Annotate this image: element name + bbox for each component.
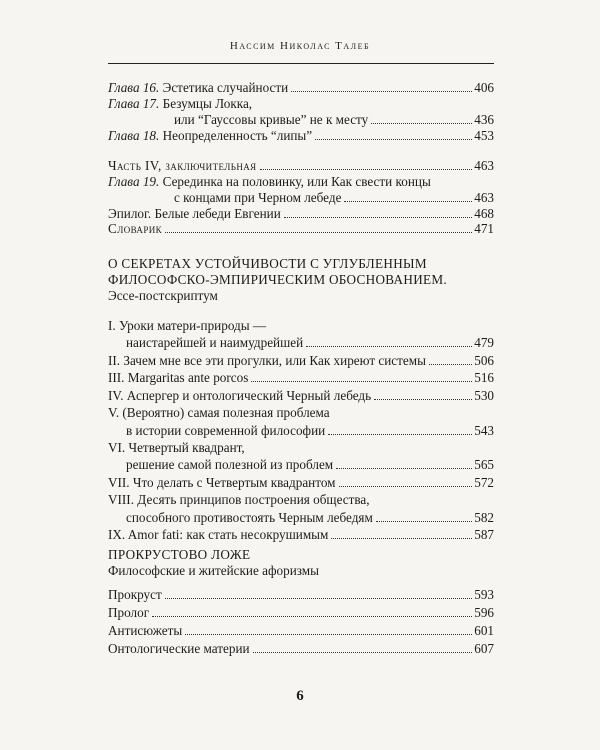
toc-entry: VIII. Десять принципов построения общества, <box>108 492 370 508</box>
toc-entry: способного противостоять Черным лебедям 582 <box>126 509 494 525</box>
toc-block-part4 <box>108 158 494 237</box>
toc-entry: или “Гауссовы кривые” не к месту 436 <box>174 111 494 127</box>
page-ref: 607 <box>474 640 494 656</box>
page-ref: 406 <box>474 80 494 95</box>
page-ref: 601 <box>474 622 494 638</box>
page-ref: 463 <box>474 189 494 205</box>
leader-dots <box>371 123 472 124</box>
leader-dots <box>328 434 472 435</box>
page-ref: 582 <box>474 509 494 525</box>
toc-entry: Часть IV, заключительная 463 <box>108 158 494 173</box>
leader-dots <box>291 91 472 92</box>
page-ref: 471 <box>474 221 494 237</box>
toc-entry: Глава 19. Серединка на половинку, или Как свести концы <box>108 173 431 189</box>
leader-dots <box>251 381 472 382</box>
leader-dots <box>306 346 472 347</box>
essay-toc <box>108 317 494 543</box>
page-ref: 463 <box>474 158 494 173</box>
toc-entry: с концами при Черном лебеде 463 <box>174 189 494 205</box>
toc-entry: III. Margaritas ante porcos 516 <box>108 370 494 386</box>
toc-entry: Онтологические материи 607 <box>108 640 494 656</box>
leader-dots <box>429 364 472 365</box>
leader-dots <box>339 486 473 487</box>
header-rule <box>108 63 494 64</box>
toc-entry: решение самой полезной из проблем 565 <box>126 457 494 473</box>
essay-title-line1: О СЕКРЕТАХ УСТОЙЧИВОСТИ С УГЛУБЛЕННЫМ <box>108 256 427 271</box>
leader-dots <box>260 169 473 170</box>
toc-entry: Словарик 471 <box>108 221 494 237</box>
procrustes-heading <box>108 547 494 579</box>
page-ref: 506 <box>474 352 494 368</box>
page-ref: 516 <box>474 370 494 386</box>
page-ref: 565 <box>474 457 494 473</box>
page-ref: 479 <box>474 335 494 351</box>
running-head: Нассим Николас Талеб <box>229 40 371 52</box>
toc-entry: V. (Вероятно) самая полезная проблема <box>108 405 330 421</box>
page-ref: 468 <box>474 205 494 221</box>
toc-block-chapters <box>108 80 494 143</box>
leader-dots <box>165 232 472 233</box>
page-ref: 530 <box>474 387 494 403</box>
leader-dots <box>185 634 472 635</box>
leader-dots <box>165 598 472 599</box>
leader-dots <box>284 217 472 218</box>
page-ref: 593 <box>474 587 494 602</box>
page-ref: 543 <box>474 422 494 438</box>
page-ref: 572 <box>474 474 494 490</box>
toc-entry: Пролог 596 <box>108 604 494 620</box>
toc-entry: IV. Аспергер и онтологический Черный лебедь 530 <box>108 387 494 403</box>
leader-dots <box>315 139 472 140</box>
procrustes-subtitle: Философские и житейские афоризмы <box>108 562 319 578</box>
page-ref: 453 <box>474 127 494 143</box>
toc-entry: I. Уроки матери-природы — <box>108 318 267 333</box>
toc-entry: IX. Amor fati: как стать несокрушимым 587 <box>108 527 494 543</box>
toc-entry: VI. Четвертый квадрант, <box>108 439 245 455</box>
leader-dots <box>376 521 472 522</box>
leader-dots <box>336 468 472 469</box>
essay-title-line2: ФИЛОСОФСКО-ЭМПИРИЧЕСКИМ ОБОСНОВАНИЕМ. <box>108 271 447 287</box>
toc-entry: Глава 17. Безумцы Локка, <box>108 95 253 111</box>
page-ref: 436 <box>474 111 494 127</box>
toc-entry: Глава 18. Неопределенность “липы” 453 <box>108 127 494 143</box>
page-ref: 596 <box>474 604 494 620</box>
toc-entry: Эпилог. Белые лебеди Евгении 468 <box>108 205 494 221</box>
leader-dots <box>374 399 472 400</box>
toc-entry: VII. Что делать с Четвертым квадрантом 572 <box>108 474 494 490</box>
leader-dots <box>253 652 473 653</box>
toc-entry: Антисюжеты 601 <box>108 622 494 638</box>
leader-dots <box>344 201 472 202</box>
procrustes-title: ПРОКРУСТОВО ЛОЖЕ <box>108 547 251 562</box>
toc-entry: Глава 16. Эстетика случайности 406 <box>108 80 494 95</box>
essay-heading <box>108 256 494 304</box>
toc-entry: II. Зачем мне все эти прогулки, или Как хиреют системы 506 <box>108 352 494 368</box>
procrustes-toc <box>108 586 494 658</box>
leader-dots <box>331 538 472 539</box>
toc-entry: Прокруст 593 <box>108 587 494 602</box>
page-ref: 587 <box>474 527 494 543</box>
page-number: 6 <box>296 688 304 704</box>
toc-entry: в истории современной философии 543 <box>126 422 494 438</box>
toc-entry: наистарейшей и наимудрейшей 479 <box>126 335 494 351</box>
leader-dots <box>152 616 472 617</box>
essay-subtitle: Эссе-постскриптум <box>108 287 218 303</box>
